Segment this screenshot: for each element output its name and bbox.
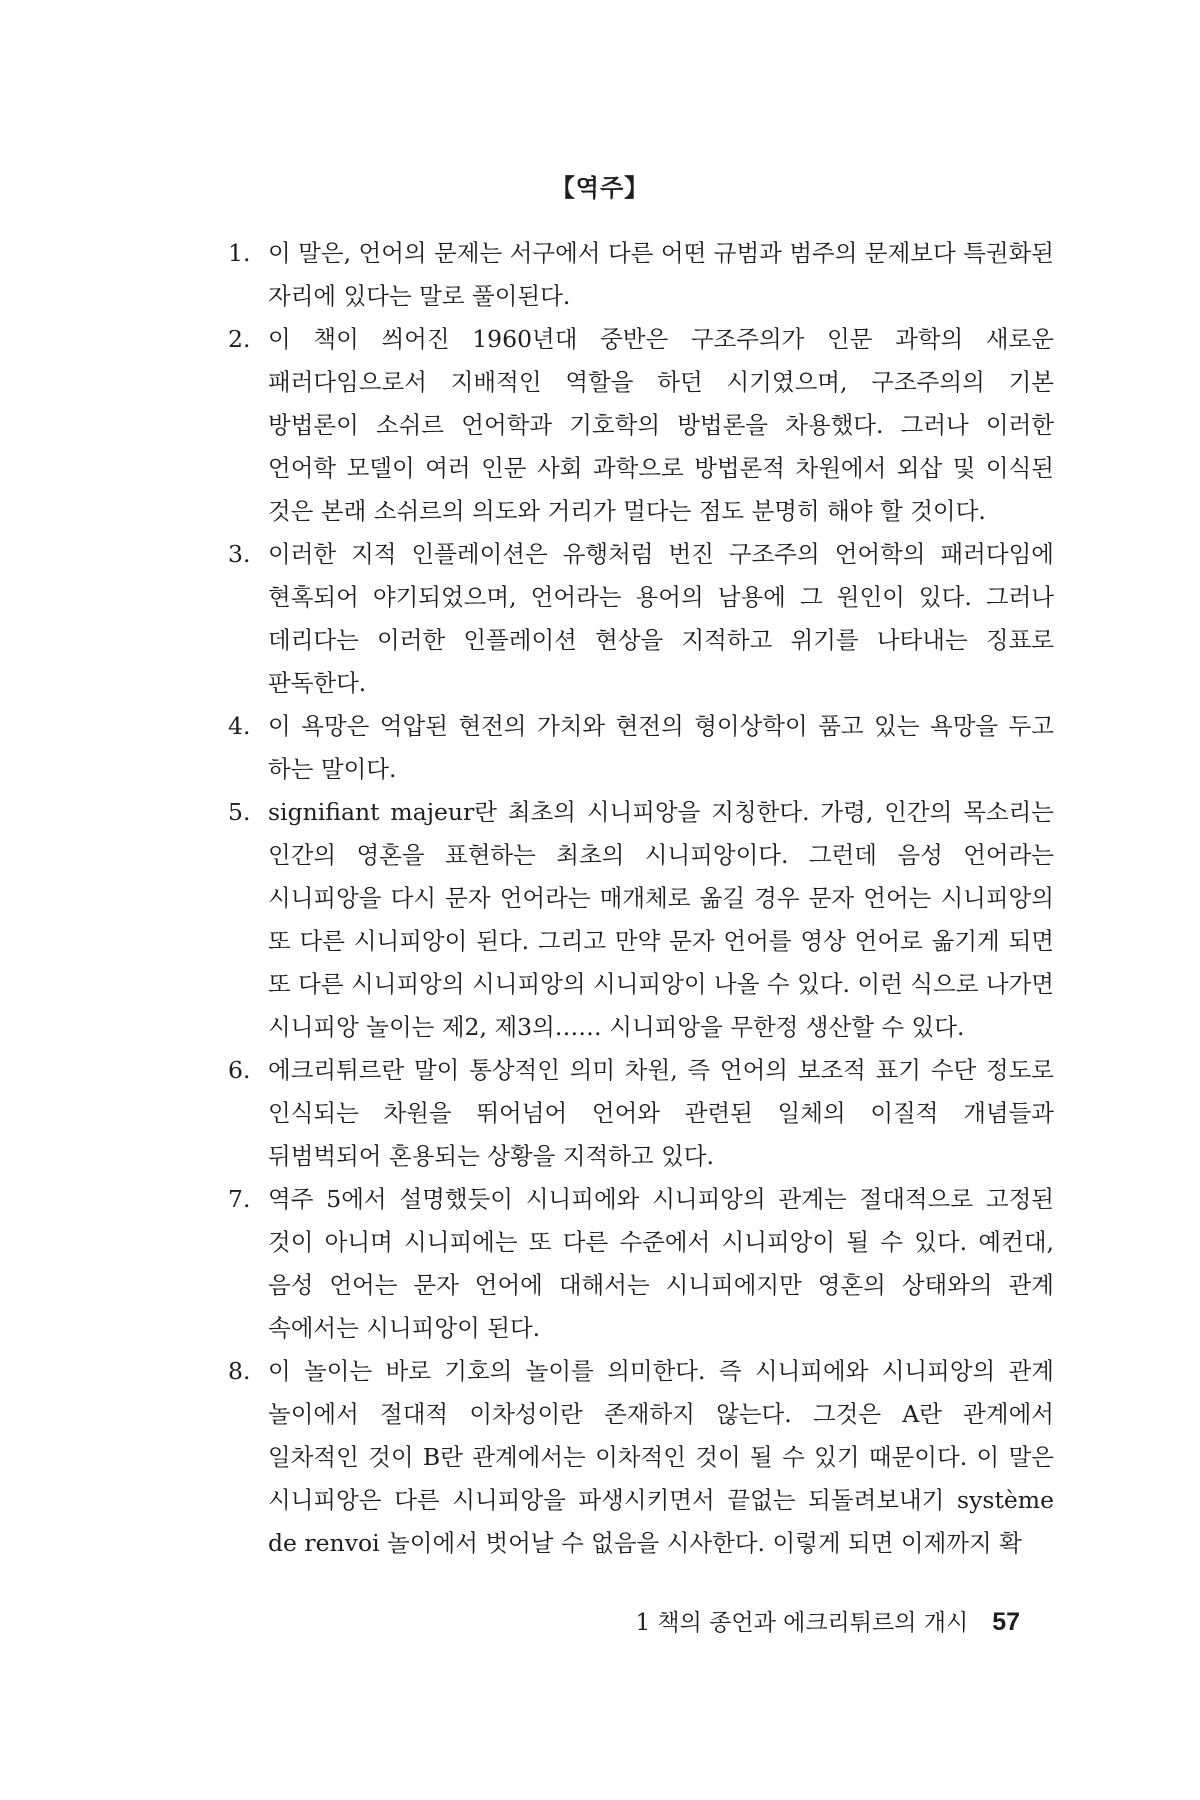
note-text: 이 책이 씌어진 1960년대 중반은 구조주의가 인문 과학의 새로운 패러다임으로서 지배적인 역할을 하던 시기였으며, 구조주의의 기본 방법론이 소쉬르 언어학과 기호학의 방법론을 차용했다. 그러나 이러한 언어학 모델이 여러 인문 사회 과학으로 방법론적 차원에서 외삽 및 이식된 것은 본래 소쉬르의 의도와 거리가 멀다는 점도 분명히 해야 할 것이다.: [268, 325, 1054, 525]
note-number: 8.: [228, 1357, 251, 1385]
chapter-title: 1 책의 종언과 에크리튀르의 개시: [635, 1610, 969, 1636]
note-number: 6.: [228, 1056, 251, 1084]
running-footer: [635, 1604, 1020, 1637]
note-text: signifiant majeur란 최초의 시니피앙을 지칭한다. 가령, 인간의 목소리는 인간의 영혼을 표현하는 최초의 시니피앙이다. 그런데 음성 언어라는 시니피앙을 다시 문자 언어라는 매개체로 옮길 경우 문자 언어는 시니피앙의 또 다른 시니피앙이 된다. 그리고 만약 문자 언어를 영상 언어로 옮기게 되면 또 다른 시니피앙의 시니피앙의 시니피앙이 나올 수 있다. 이런 식으로 나가면 시니피앙 놀이는 제2, 제3의…… 시니피앙을 무한정 생산할 수 있다.: [268, 798, 1054, 1041]
page-heading: 【역주】: [550, 173, 650, 202]
note-number: 2.: [228, 325, 251, 353]
page-number: 57: [992, 1608, 1020, 1636]
note-item: [228, 791, 1054, 1049]
note-number: 7.: [228, 1185, 251, 1213]
note-text: 역주 5에서 설명했듯이 시니피에와 시니피앙의 관계는 절대적으로 고정된 것이 아니며 시니피에는 또 다른 수준에서 시니피앙이 될 수 있다. 예컨대, 음성 언어는 문자 언어에 대해서는 시니피에지만 영혼의 상태와의 관계 속에서는 시니피앙이 된다.: [268, 1185, 1054, 1342]
note-item: [228, 318, 1054, 533]
note-number: 1.: [228, 239, 251, 267]
note-item: [228, 1049, 1054, 1178]
note-item: [228, 705, 1054, 791]
note-text: 에크리튀르란 말이 통상적인 의미 차원, 즉 언어의 보조적 표기 수단 정도로 인식되는 차원을 뛰어넘어 언어와 관련된 일체의 이질적 개념들과 뒤범벅되어 혼용되는 상황을 지적하고 있다.: [268, 1056, 1054, 1170]
translator-notes-list: [228, 232, 1054, 1565]
note-item: [228, 533, 1054, 705]
note-number: 4.: [228, 712, 251, 740]
note-item: [228, 1350, 1054, 1565]
note-number: 3.: [228, 540, 251, 568]
note-text: 이 욕망은 억압된 현전의 가치와 현전의 형이상학이 품고 있는 욕망을 두고 하는 말이다.: [268, 712, 1054, 783]
note-number: 5.: [228, 798, 251, 826]
note-text: 이러한 지적 인플레이션은 유행처럼 번진 구조주의 언어학의 패러다임에 현혹되어 야기되었으며, 언어라는 용어의 남용에 그 원인이 있다. 그러나 데리다는 이러한 인플레이션 현상을 지적하고 위기를 나타내는 징표로 판독한다.: [268, 540, 1054, 697]
note-text: 이 말은, 언어의 문제는 서구에서 다른 어떤 규범과 범주의 문제보다 특권화된 자리에 있다는 말로 풀이된다.: [268, 239, 1054, 310]
note-item: [228, 1178, 1054, 1350]
note-item: [228, 232, 1054, 318]
note-text: 이 놀이는 바로 기호의 놀이를 의미한다. 즉 시니피에와 시니피앙의 관계 놀이에서 절대적 이차성이란 존재하지 않는다. 그것은 A란 관계에서 일차적인 것이 B란 관계에서는 이차적인 것이 될 수 있기 때문이다. 이 말은 시니피앙은 다른 시니피앙을 파생시키면서 끝없는 되돌려보내기 système de renvoi 놀이에서 벗어날 수 없음을 시사한다. 이렇게 되면 이제까지 확: [268, 1357, 1054, 1557]
